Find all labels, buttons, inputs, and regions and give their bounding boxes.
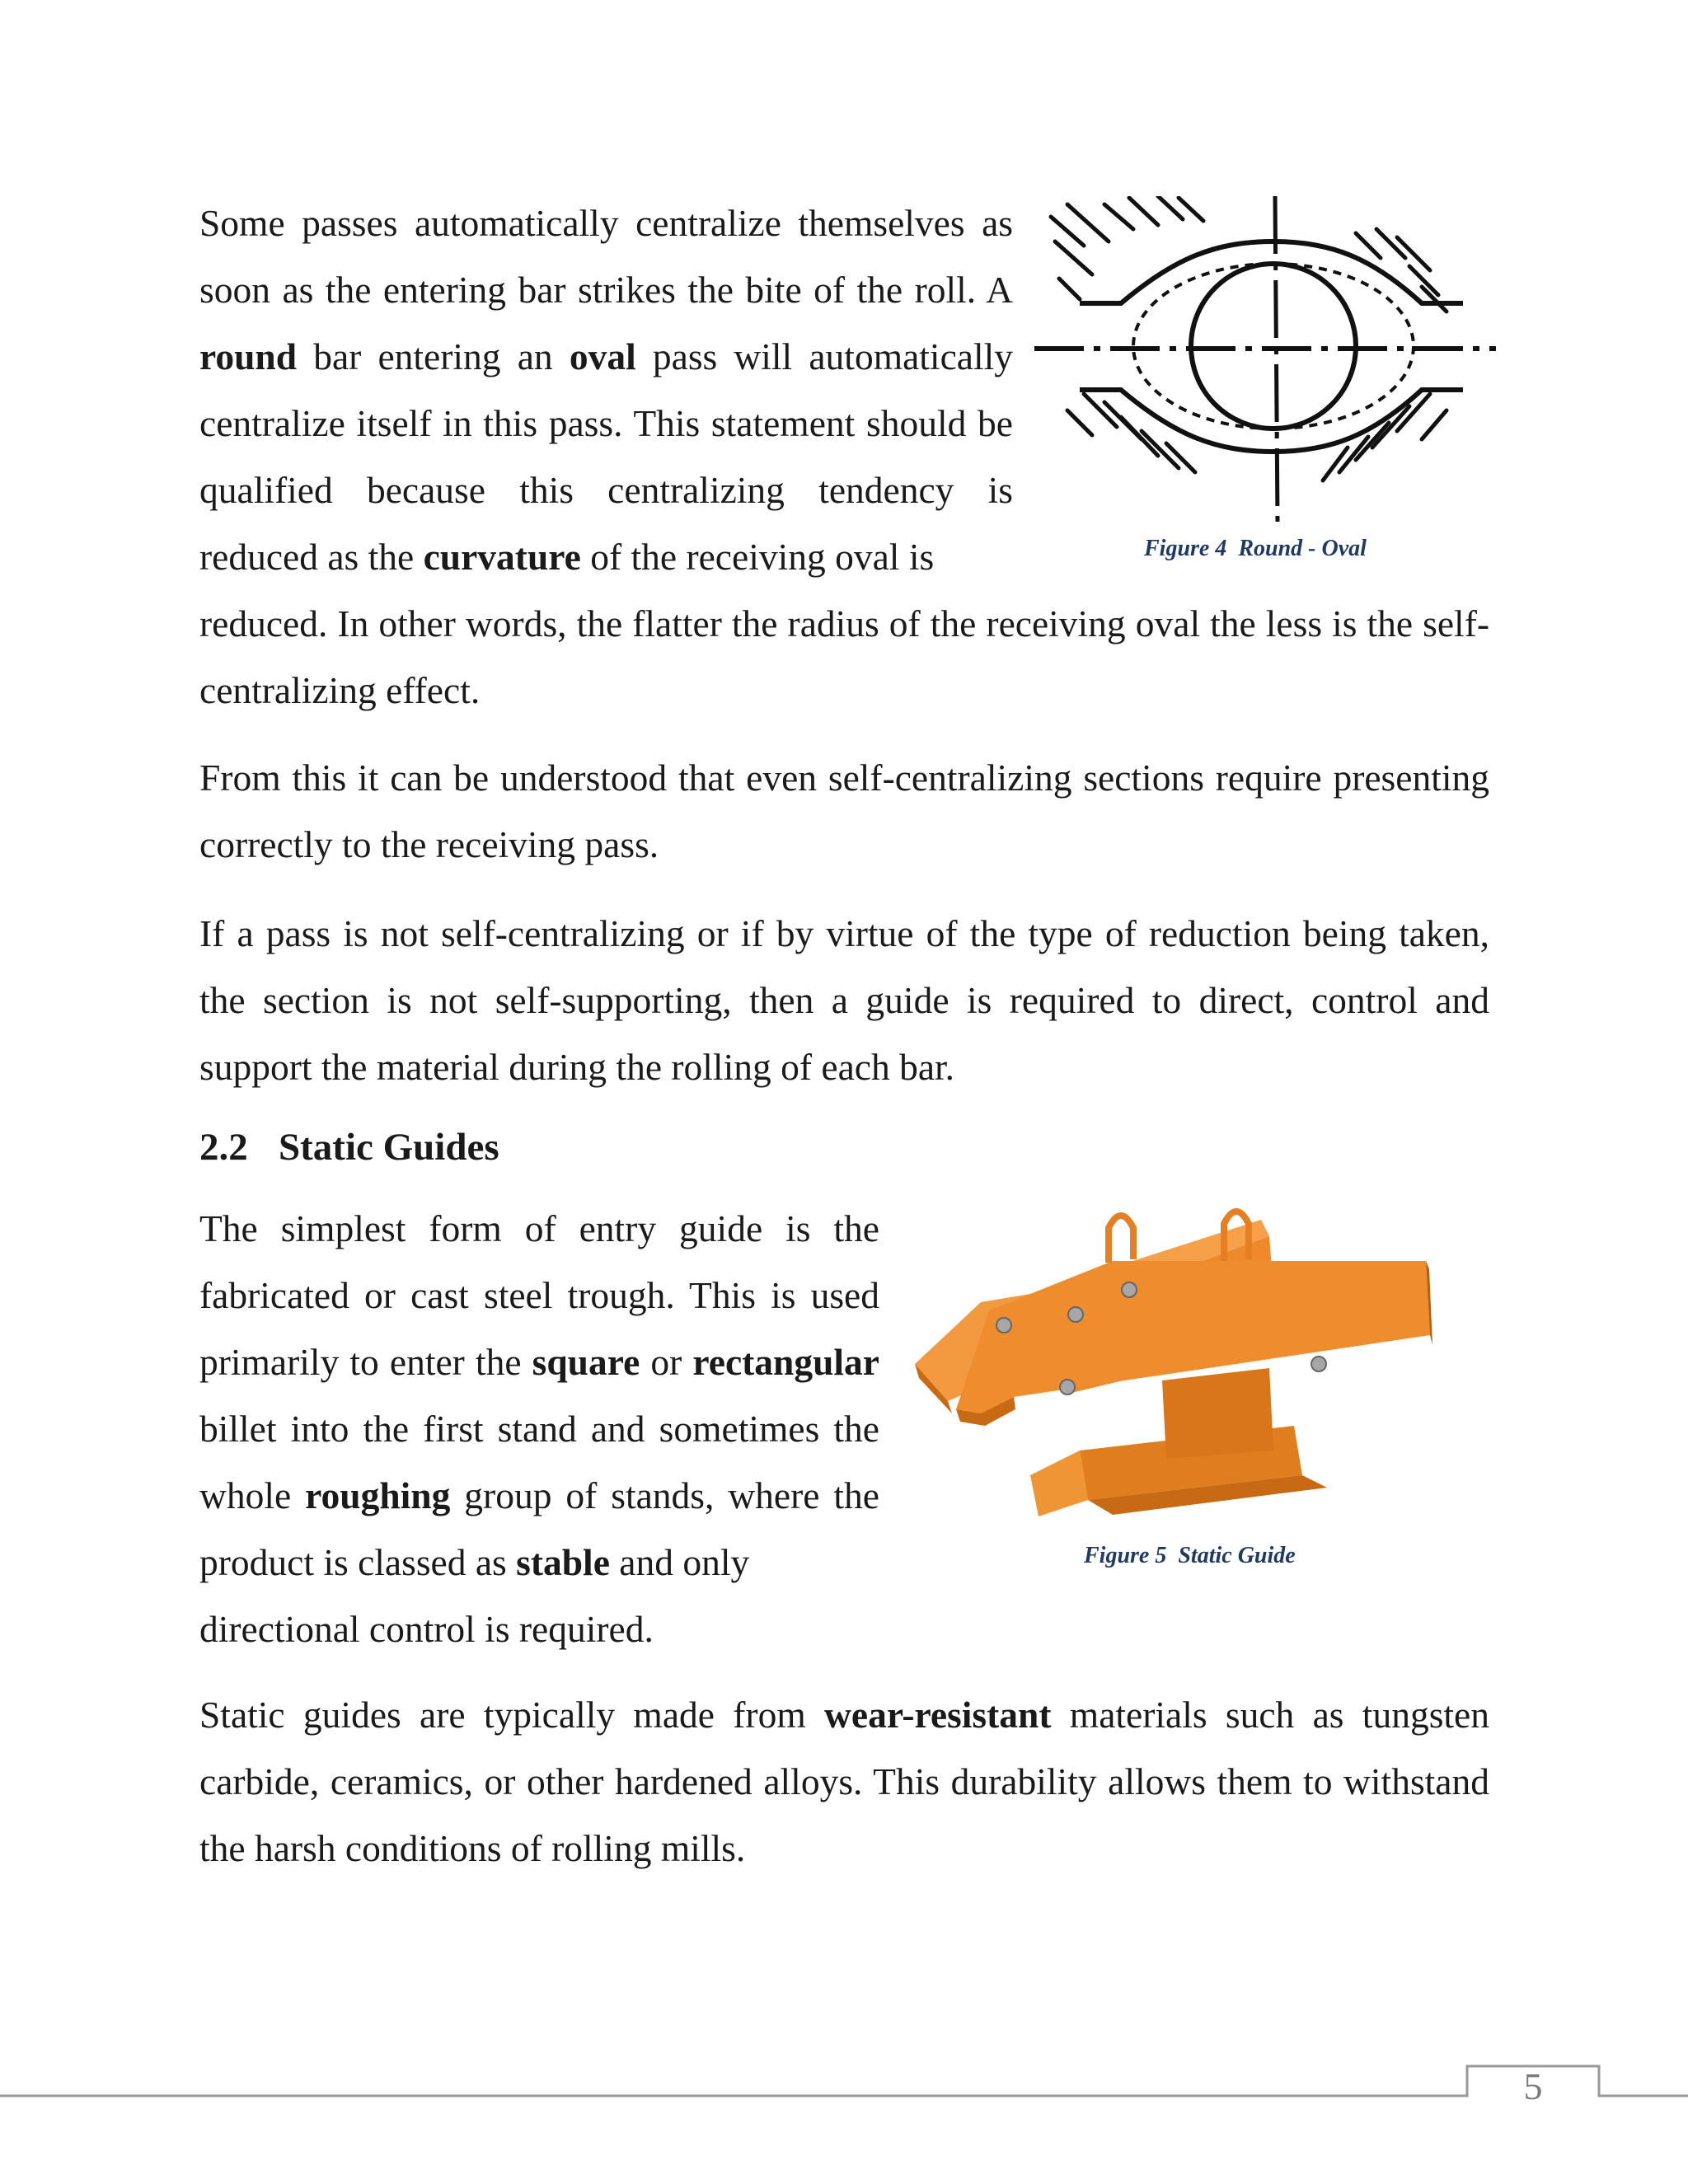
section-heading [199,1125,499,1169]
paragraph-2: From this it can be understood that even self-centralizing sections require presenting correctly to the receiving pass. [199,757,1489,865]
section-title: Static Guides [279,1126,499,1169]
paragraph-3: If a pass is not self-centralizing or if by virtue of the type of reduction being taken, the section is not self-supporting, then a guide is required to direct, control and support the material during the rolling of each bar. [199,912,1489,1088]
page-number: 5 [1523,2065,1543,2107]
bold-curvature: curvature [423,536,581,578]
paragraph-1-continuation: reduced. In other words, the flatter the radius of the receiving oval the less is the self-centralizing effect. [199,602,1489,711]
section-number: 2.2 [199,1126,248,1169]
paragraph-4-continuation: directional control is required. [199,1608,654,1650]
bold-rectangular: rectangular [692,1341,879,1383]
bold-wear-resistant: wear-resistant [824,1694,1052,1736]
paragraph-1: Some passes automatically centralize themselves as soon as the entering bar strikes the bite of the roll. A round bar entering an oval pass will automatically centralize itself in this pass. This statement should be qualified because this centralizing tendency is reduced as the curvature of the receiving oval is [199,202,1013,578]
bold-round: round [199,335,298,377]
figure-4-caption: Figure 4 Round - Oval [1144,536,1367,561]
paragraph-4: The simplest form of entry guide is the fabricated or cast steel trough. This is used primarily to enter the square or rectangular billet into the first stand and sometimes the whole roughing group of stands, where the product is classed as stable and only [199,1207,879,1583]
figure-5-caption: Figure 5 Static Guide [1084,1543,1296,1568]
bold-stable: stable [516,1541,610,1583]
bold-square: square [532,1341,640,1383]
static-guide-image [915,1203,1442,1533]
bold-oval: oval [569,335,636,377]
bold-roughing: roughing [305,1474,451,1516]
paragraph-5: Static guides are typically made from wear-resistant materials such as tungsten carbide, ceramics, or other hardened alloys. This durability allows them to withstand the harsh conditions of rolling mills. [199,1694,1489,1869]
round-oval-diagram [1034,196,1496,522]
